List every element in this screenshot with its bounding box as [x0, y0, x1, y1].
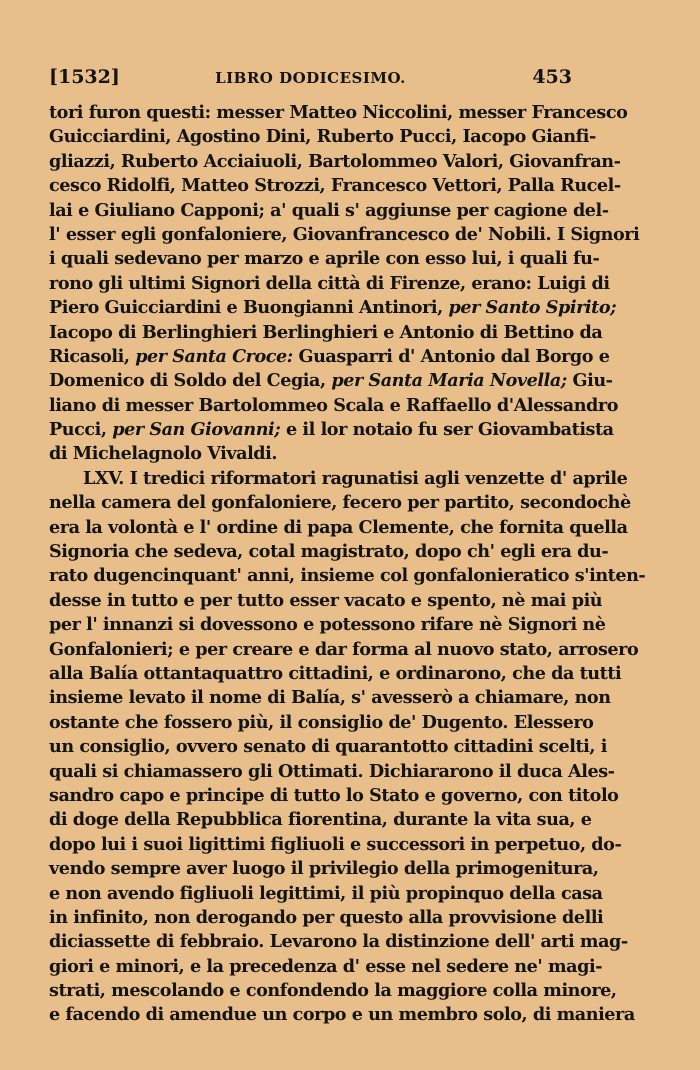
text-segment: LXV. I tredici riformatori ragunatisi agli venzette d' aprile [83, 467, 628, 489]
text-segment: un consiglio, ovvero senato di quarantotto cittadini scelti, i [49, 736, 607, 758]
text-segment: di Michelagnolo Vivaldi. [49, 443, 278, 465]
text-line [49, 247, 600, 271]
text-line [49, 808, 592, 832]
text-segment: giori e minori, e la precedenza d' esse nel sedere ne' magi- [49, 955, 603, 977]
text-line [49, 760, 615, 784]
text-segment: e non avendo figliuoli legittimi, il più propinquo della casa [49, 882, 603, 904]
text-segment: rono gli ultimi Signori della città di Firenze, erano: Luigi di [49, 272, 610, 294]
italic-text: per San Giovanni; [112, 419, 281, 441]
page-text [49, 101, 646, 1028]
text-line [49, 199, 609, 223]
text-line [49, 394, 618, 418]
text-segment: strati, mescolando e confondendo la maggiore colla minore, [49, 980, 617, 1002]
text-line [49, 613, 606, 637]
text-segment: Pucci, [49, 419, 113, 441]
text-line [49, 930, 628, 954]
text-line [49, 150, 621, 174]
text-line [49, 906, 604, 930]
text-line [49, 442, 572, 466]
text-line [49, 711, 594, 735]
text-segment: dopo lui i suoi ligittimi figliuoli e successori in perpetuo, do- [49, 833, 622, 855]
text-segment: in infinito, non derogando per questo alla provvisione delli [49, 906, 604, 928]
text-segment: sandro capo e principe di tutto lo Stato e governo, con titolo [49, 784, 619, 806]
text-line [49, 638, 639, 662]
text-line [49, 369, 613, 393]
text-segment: e facendo di amendue un corpo e un membro solo, di maniera [49, 1004, 635, 1026]
text-segment: rato dugencinquant' anni, insieme col gonfalonieratico s'inten- [49, 565, 646, 587]
text-line [49, 833, 622, 857]
italic-text: per Santo Spirito; [448, 297, 617, 319]
text-segment: Ricasoli, [49, 345, 136, 367]
text-line [49, 223, 640, 247]
text-segment: l' esser egli gonfaloniere, Giovanfrancesco de' Nobili. I Signori [49, 223, 640, 245]
text-segment: e il lor notaio fu ser Giovambatista [280, 419, 614, 441]
text-segment: Iacopo di Berlinghieri Berlinghieri e Antonio di Bettino da [49, 321, 603, 343]
text-line [49, 589, 603, 613]
text-segment: Piero Guicciardini e Buongianni Antinori, [49, 297, 449, 319]
text-segment: desse in tutto e per tutto esser vacato e spento, nè mai più [49, 589, 603, 611]
text-segment: i quali sedevano per marzo e aprile con esso lui, i quali fu- [49, 248, 600, 270]
text-line [49, 784, 619, 808]
text-segment: alla Balía ottantaquattro cittadini, e ordinarono, che da tutti [49, 662, 622, 684]
text-line [49, 345, 610, 369]
text-line [49, 1003, 635, 1027]
text-line [49, 564, 646, 588]
text-line [49, 125, 596, 149]
text-segment: insieme levato il nome di Balía, s' avesserò a chiamare, non [49, 687, 611, 709]
text-line [49, 101, 628, 125]
text-segment: Guicciardini, Agostino Dini, Ruberto Pucci, Iacopo Gianfi- [49, 126, 596, 148]
text-line [49, 955, 603, 979]
text-segment: ostante che fossero più, il consiglio de' Dugento. Elessero [49, 711, 594, 733]
text-segment: Domenico di Soldo del Cegia, [49, 370, 332, 392]
text-line [49, 882, 603, 906]
text-segment: cesco Ridolfi, Matteo Strozzi, Francesco Vettori, Palla Rucel- [49, 175, 621, 197]
text-segment: Giu- [566, 370, 613, 392]
page-number: 453 [532, 66, 572, 88]
text-segment: lai e Giuliano Capponi; a' quali s' aggiunse per cagione del- [49, 199, 609, 221]
text-segment: diciassette di febbraio. Levarono la distinzione dell' arti mag- [49, 931, 628, 953]
text-line [49, 174, 621, 198]
text-line [49, 321, 603, 345]
text-segment: gliazzi, Ruberto Acciaiuoli, Bartolommeo Valori, Giovanfran- [49, 150, 621, 172]
text-line [49, 979, 617, 1003]
text-segment: Guasparri d' Antonio dal Borgo e [292, 345, 610, 367]
italic-text: per Santa Croce: [135, 345, 293, 367]
text-segment: vendo sempre aver luogo il privilegio della primogenitura, [49, 858, 599, 880]
text-line [49, 467, 628, 491]
italic-text: per Santa Maria Novella; [331, 370, 567, 392]
text-segment: nella camera del gonfaloniere, fecero per partito, secondochè [49, 492, 631, 514]
text-segment: per l' innanzi si dovessono e potessono rifare nè Signori nè [49, 614, 606, 636]
text-line [49, 735, 607, 759]
text-segment: quali si chiamassero gli Ottimati. Dichiararono il duca Ales- [49, 760, 615, 782]
text-line [49, 491, 631, 515]
text-line [49, 686, 611, 710]
text-segment: tori furon questi: messer Matteo Niccolini, messer Francesco [49, 102, 628, 123]
text-segment: era la volontà e l' ordine di papa Clemente, che fornita quella [49, 516, 628, 538]
text-line [49, 272, 610, 296]
running-header [49, 66, 572, 90]
text-line [49, 296, 617, 320]
text-line [49, 516, 628, 540]
text-line [49, 857, 599, 881]
text-line [49, 418, 614, 442]
text-line [49, 662, 622, 686]
text-segment: Signoria che sedeva, cotal magistrato, dopo ch' egli era du- [49, 541, 609, 563]
text-segment: di doge della Repubblica fiorentina, durante la vita sua, e [49, 809, 592, 831]
text-line [49, 540, 609, 564]
text-segment: liano di messer Bartolommeo Scala e Raffaello d'Alessandro [49, 394, 618, 416]
text-segment: Gonfalonieri; e per creare e dar forma al nuovo stato, arrosero [49, 638, 639, 660]
header-book-title: LIBRO DODICESIMO. [215, 69, 406, 87]
header-year: [1532] [49, 66, 120, 88]
